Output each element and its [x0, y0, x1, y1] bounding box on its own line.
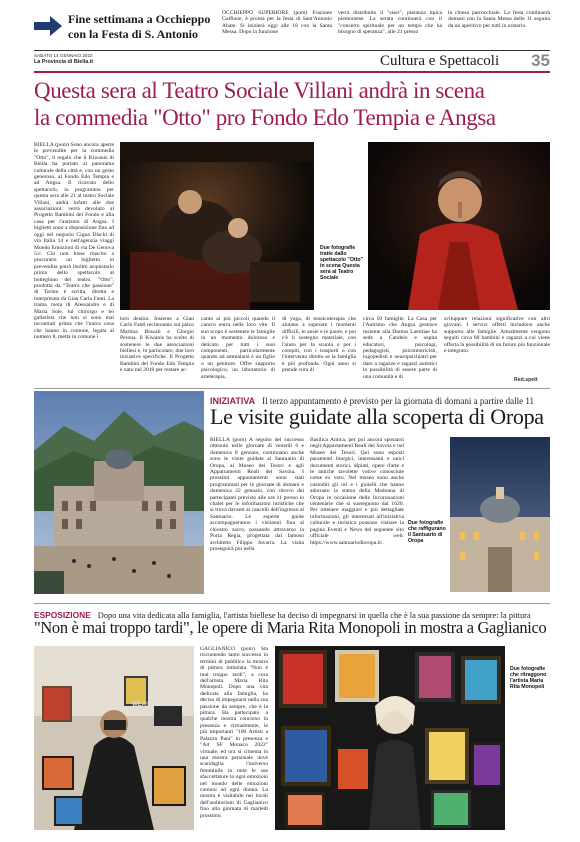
arrow-right-icon — [34, 16, 62, 36]
article1-col-3: canto ai più piccoli quando il cancro entra nelle loro vite. Il suo scopo è sostenere le famiglie in un momento doloroso e delicato per tutti i suoi componenti, particolarmente quando ad ammalarsi è un figlio o un genitore. Offre supporto psicologico, un laboratorio di arteterapia, — [201, 316, 275, 380]
banner-line-2: con la Festa di S. Antonio — [68, 27, 199, 41]
masthead-paper: La Provincia di Biella.it — [34, 59, 94, 65]
article2-col-1: BIELLA (pom) A seguito del successo ottenuto nelle giornate di venerdì 6 e domenica 8 gennaio, continuano anche sono le visite guidate al Santuario di Oropa, al Museo dei Tesori e agli Appartamenti Reali dei Savoia. I prossimi appuntamenti sono stati programmati per le giornate di domani e domenica 22 gennaio, con ritrovo dei partecipanti previsto alle ore 11 presso lo chalet per le informazioni turistiche che si trova davanti ai cancelli dell'ingresso al Santuario. Le esperte guide accompagneranno i visitatori fino al chiostro sacro, passando attraverso la Porta Regia, progettata dal famoso architetto Filippo Juvarra. La visita proseguirà poi nella — [210, 437, 304, 552]
article2-col-2: Basilica Antica, per poi ancora spostarsi negli Appartamenti Reali dei Savoia e nel Museo dei Tesori. Qui sono esposti paramenti liturgici, interessanti e unici documenti storici, dipinti, opere d'arte e le antiche tavolette votive conosciute come ex voto. Nel museo sono anche custoditi gli ori e i gioielli che hanno adornato la statua della Madonna di Oropa in occasione delle Incoronazioni centenarie che si susseguono dal 1620. Per ottenere maggiori e più dettagliate informazioni, gli interessati all'iniziativa culturale e turistica possono visitare la pagina Eventi e News del seguente sito ufficiale web: https://www.santuariodioropa.it/. — [310, 437, 404, 546]
article1-col-2: loro destini. Insieme a Gian Carlo Fanti reciteranno sul palco Martina Bracali e Giorgio Perona. Il Kiwanis ha scelto di sostenere le due associazioni biellesi e, in particolare, due loro iniziative specifiche. Il Progetto Bambini del Fondo Edo Tempia è nato nel 2010 per restare ac- — [120, 316, 194, 374]
article1-col-5: circa 50 famiglie. La Casa per l'Autismo che Angsa gestisce insieme alla Domus Laetitiae ha sede a Candelo e ospita educatori, psicologi, pedagogisti, psicomotricisti, logopedisti e neuropsichiatri per dare a ragazze e ragazzi autistici la possibilità di essere parte di una comunità e di — [363, 316, 437, 380]
article2-photo-caption: Due fotografie che raffigurano il Santuario di Oropa — [408, 520, 446, 544]
article3-kicker-text: Dopo una vita dedicata alla famiglia, l'artista biellese ha deciso di impegnarsi in quella che è la sua passione da sempre: la pittura — [97, 611, 531, 620]
article1-signature: Red.spett — [514, 377, 538, 383]
oropa-photo-2 — [450, 437, 550, 592]
top-article-col-3: la chiesa parrocchiale. La festa continuerà domani con la Santa Messa delle 11 seguita da un aperitivo per tutti in oratorio. — [448, 10, 550, 29]
artist-photo-watermark: WEA! — [132, 702, 148, 708]
banner-line-1: Fine settimana a Occhieppo — [68, 12, 211, 26]
article2-kicker-label: INIZIATIVA — [210, 396, 256, 406]
section-title: Cultura e Spettacoli — [380, 53, 500, 69]
article3-kicker-label: ESPOSIZIONE — [34, 610, 91, 620]
masthead-rule-top — [34, 50, 550, 51]
article1-col-4: di yoga, di musicoterapia che aiutano a superare i momenti difficili, le ansie e le paure, e poi c'è il sostegno materiale, con l'aiuto per la scuola o per i compiti, con i trasporti o con l'intervento diretto se la famiglia è più profonda. Ogni anno si prende cura di — [282, 316, 356, 374]
article3-rule — [34, 603, 550, 604]
top-article-col-1: OCCHIEPPO SUPERIORE (pom) Frazione Galfione, è pronta per la festa di Sant'Antonio Abate. Si inizierà oggi alle 18 con la Santa Messa. Dopo la funzione — [222, 10, 332, 36]
article1-col-1: BIELLA (pom) Sono ancora aperte le prevendite per la commedia "Otto", il regalo che il Kiwanis di Biella ha portato al panorama culturale della città e, con un gesto generoso, al Fondo Edo Tempia e ad Angsa. Il ricavato dello spettacolo, in programma per questa sera alle 21 al teatro Sociale Villani, andrà infatti alle due associazioni: verrà devoluto al Progetto Bambini del Fondo e alla casa per l'autismo di Angsa. I biglietti sono a disposizione fino ad oggi nel negozio Cigna Dischi di via Italia 14 e nell'agenzia viaggi Mondo Emozioni di via De Genova 5/c. Chi non fosse riuscito a procurarsi un biglietto in prevendita potrà inoltre acquistarlo prima dello spettacolo al botteghino del teatro. "Otto", prodotta da "Teatro che passione" di Torino è scritta, diretta e interpretata da Gian Carlo Fanti. La trama ruota di Alessandro e di Maria Sole, lui chirurgo e lei gallerista che non si sono mai incontrati prima che l'unica cosa che hanno in comune, legata al numero 8, metta in comune i — [34, 142, 115, 341]
artist-photo-1 — [34, 646, 194, 830]
masthead-date: SABATO 14 GENNAIO 2023 — [34, 53, 93, 58]
artist-photo-2 — [275, 646, 505, 830]
article1-photo-caption: Due fotografie tratte dallo spettacolo "Otto" in scena Questa sera al Teatro Sociale — [320, 245, 363, 281]
theatre-photo-2 — [368, 142, 550, 310]
top-banner — [34, 10, 209, 46]
theatre-photo-1 — [120, 142, 314, 310]
oropa-photo-1 — [34, 391, 204, 594]
article1-headline-line1: Questa sera al Teatro Sociale Villani andrà in scena — [34, 78, 485, 103]
article2-headline: Le visite guidate alla scoperta di Oropa — [210, 404, 544, 429]
article3-headline: "Non è mai troppo tardi", le opere di Maria Rita Monopoli in mostra a Gaglianico — [34, 618, 547, 637]
article3-col-1: GAGLIANICO (pom) Sta riscuotendo tanto successo in termini di pubblico la mostra di pittura intitolata "Non è mai troppo tardi", a cura dell'artista Maria Rita Monopoli. Dopo una vita dedicata alla famiglia, ha deciso di impegnarsi nella sua passione da sempre, che è la pittura. Ha partecipato a qualche mostra concorso in presenza e virtualmente, le più importanti "100 Artisti a Palazzo Pani" in presenza e "Art SF Monaco 2022" virtuale, ed ora si cimenta in una mostra personale dove scandaglia l'universo femminile in tutte le sue sfaccettature in ogni emozioni nel mondo delle emozioni comuni ad ogni donna. La mostra è visitabile nei locali dell'auditorium di Gaglianico fino alla giornata di martedì prossimo. — [200, 646, 268, 819]
article1-col-6: sviluppare relazioni significative con altri giovani. I servizi offerti includono anche supporto alle famiglie. Attualmente vengono seguiti circa 80 bambini e ragazzi a cui viene offerta la possibilità di un futuro più funzionale e integrato. — [444, 316, 550, 355]
article3-photo-caption: Due fotografie che ritraggono l'artista Maria Rita Monopoli — [510, 666, 547, 690]
top-article-col-2: verrà distribuito il "siser", pietanza tipica piemontese. La serata continuerà con il "concerto spirituale per un tempo che ha bisogno di speranza", alle 21 presso — [338, 10, 442, 36]
masthead-rule-bottom — [34, 71, 550, 73]
article2-rule — [34, 388, 550, 389]
article2-kicker-text: Il terzo appuntamento è previsto per la giornata di domani a partire dalle 11 — [262, 396, 534, 406]
article1-headline-line2: la commedia "Otto" pro Fondo Edo Tempia e Angsa — [34, 105, 496, 130]
page-number: 35 — [531, 51, 550, 70]
